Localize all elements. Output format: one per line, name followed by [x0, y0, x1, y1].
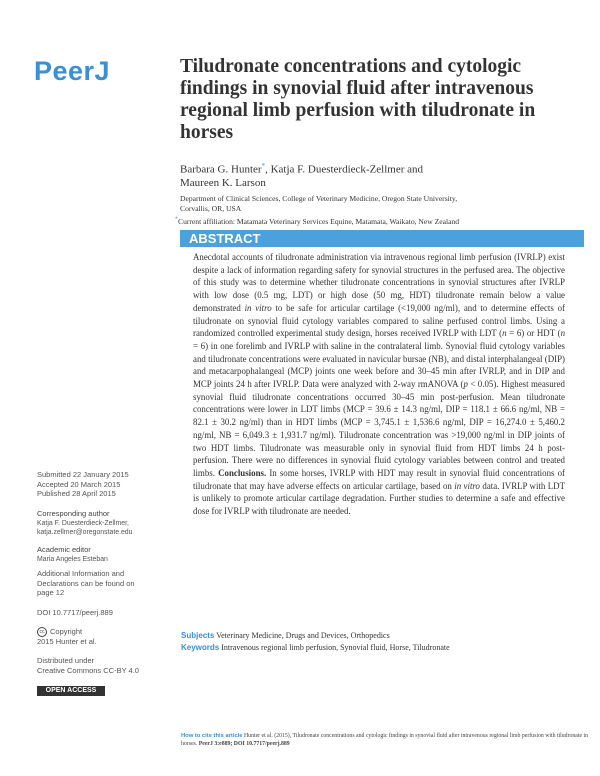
- additional-info-line: page 12: [37, 588, 65, 597]
- affiliation-line1: Department of Clinical Sciences, College of Veterinary Medicine, Oregon State University,: [180, 194, 458, 203]
- copyright-label: Copyright: [50, 627, 83, 636]
- academic-editor-label: Academic editor: [37, 545, 91, 554]
- abstract-part: = 6) in one forelimb and IVRLP with saline in the contralateral limb. Synovial fluid cytology variables and tiludronate concentrations were evaluated in navicular bursae (NB), and distal interphalangeal (DIP) and metacarpophalangeal (MCP) joints one week before and 30–45 min after IVRLP, and in DIP and MCP joints 24 h after IVRLP. Data were analyzed with 2-way rmANOVA (: [193, 340, 565, 390]
- affiliations: [175, 194, 570, 227]
- publication-dates: [37, 470, 129, 499]
- current-affiliation: Current affiliation: Matamata Veterinary Services Equine, Matamata, Waikato, New Zealand: [178, 216, 460, 226]
- abstract-italic: n: [560, 328, 565, 339]
- academic-editor: [37, 545, 108, 564]
- citation-footer: [181, 732, 591, 748]
- submitted-date: Submitted 22 January 2015: [37, 470, 129, 479]
- license: [37, 656, 139, 675]
- author-hunter[interactable]: Barbara G. Hunter: [180, 163, 262, 176]
- keywords-value: Intravenous regional limb perfusion, Synovial fluid, Horse, Tiludronate: [221, 643, 450, 652]
- current-affiliation-mark: *: [175, 216, 178, 222]
- peerj-logo: PeerJ: [34, 56, 111, 86]
- published-date: Published 28 April 2015: [37, 489, 116, 498]
- cite-journal: PeerJ 3:e889; DOI 10.7717/peerj.889: [198, 741, 290, 747]
- open-access-badge: OPEN ACCESS: [37, 686, 105, 696]
- abstract-heading: ABSTRACT: [180, 230, 584, 247]
- license-name[interactable]: Creative Commons CC-BY 4.0: [37, 665, 139, 675]
- abstract-part: data. IVRLP with LDT is unlikely to promote articular cartilage degradation. Further studies to determine a safe and effective dose for IVRLP with tiludronate are needed.: [193, 480, 566, 517]
- abstract-part: Anecdotal accounts of tiludronate administration via intravenous regional limb perfusion (IVRLP) exist despite a lack of information regarding safety for synovial structures in the perfused area. The objective of this study was to determine whether tiludronate concentrations in synovial structures after IVRLP with low dose (0.5 mg, LDT) or high dose (50 mg, HDT) tiludronate remain below a value demonstrated: [193, 252, 565, 313]
- additional-information[interactable]: [37, 569, 135, 598]
- cite-label: How to cite this article: [181, 733, 243, 739]
- subjects-value: Veterinary Medicine, Drugs and Devices, Orthopedics: [216, 631, 390, 640]
- author-list: [180, 160, 570, 191]
- copyright: [37, 627, 97, 647]
- keywords-label: Keywords: [181, 643, 220, 652]
- additional-info-line: Additional Information and: [37, 569, 125, 578]
- corresponding-author: [37, 509, 132, 538]
- author-larson: Maureen K. Larson: [180, 177, 266, 190]
- copyright-holder: 2015 Hunter et al.: [37, 637, 97, 647]
- subjects-label: Subjects: [181, 631, 215, 640]
- abstract-italic: in vitro: [244, 302, 272, 313]
- conclusions-label: Conclusions.: [218, 467, 267, 478]
- copyright-icon: cc: [37, 627, 47, 637]
- corresponding-author-name: Katja F. Duesterdieck-Zellmer,: [37, 519, 129, 527]
- accepted-date: Accepted 20 March 2015: [37, 479, 121, 489]
- corresponding-author-label: Corresponding author: [37, 509, 110, 518]
- academic-editor-name: Maria Angeles Esteban: [37, 555, 108, 563]
- abstract-italic: n: [502, 328, 507, 339]
- abstract-part: = 6) or HDT (: [506, 328, 561, 339]
- corresponding-author-email[interactable]: katja.zellmer@oregonstate.edu: [37, 529, 133, 536]
- abstract-part: to be safe for articular cartilage (<19,000 ng/ml), and to determine effects of tiludronate on synovial fluid cytology variables compared to saline perfused control limbs. Using a randomized controlled experimental study design, horses received IVRLP with LDT (: [193, 302, 565, 339]
- additional-info-line: Declarations can be found on: [37, 578, 135, 588]
- abstract-italic: p: [463, 379, 468, 390]
- abstract-text: [193, 251, 565, 518]
- affiliation-line2: Corvallis, OR, USA: [180, 204, 242, 213]
- abstract-part: < 0.05). Highest measured synovial fluid tiludronate concentrations occurred 30–45 min post-perfusion. Mean tiludronate concentrations were lower in LDT limbs (MCP = 39.6 ± 14.3 ng/ml, DIP = 118.1 ± 66.6 ng/ml, NB = 82.1 ± 30.2 ng/ml) than in HDT limbs (MCP = 3,745.1 ± 1,536.6 ng/ml, DIP = 16,274.0 ± 5,460.2 ng/ml, NB = 6,049.3 ± 1,931.7 ng/ml). Tiludronate concentration was >19,000 ng/ml in DIP joints of two HDT limbs. Tiludronate was measurable only in synovial fluid from HDT limbs 24 h post-perfusion. There were no differences in synovial fluid cytology variables between control and treated limbs.: [193, 379, 565, 478]
- distributed-under: Distributed under: [37, 656, 95, 665]
- keywords-row: [181, 643, 450, 653]
- abstract-part: In some horses, IVRLP with HDT may result in synovial fluid concentrations of tiludronate that may have adverse effects on articular cartilage, based on: [193, 467, 566, 491]
- article-title: Tiludronate concentrations and cytologic findings in synovial fluid after intravenous regional limb perfusion with tiludronate in horses: [180, 56, 536, 143]
- abstract-italic: in vitro: [454, 480, 480, 491]
- affiliation-mark: *: [261, 162, 266, 170]
- cite-text: Hunter et al. (2015), Tiludronate concentrations and cytologic findings in synovial fluid after intravenous regional limb perfusion with tiludronate in horses.: [181, 733, 589, 747]
- subjects-row: [181, 631, 390, 641]
- doi-link[interactable]: DOI 10.7717/peerj.889: [37, 608, 113, 617]
- author-names-rest: , Katja F. Duesterdieck-Zellmer and: [265, 163, 424, 176]
